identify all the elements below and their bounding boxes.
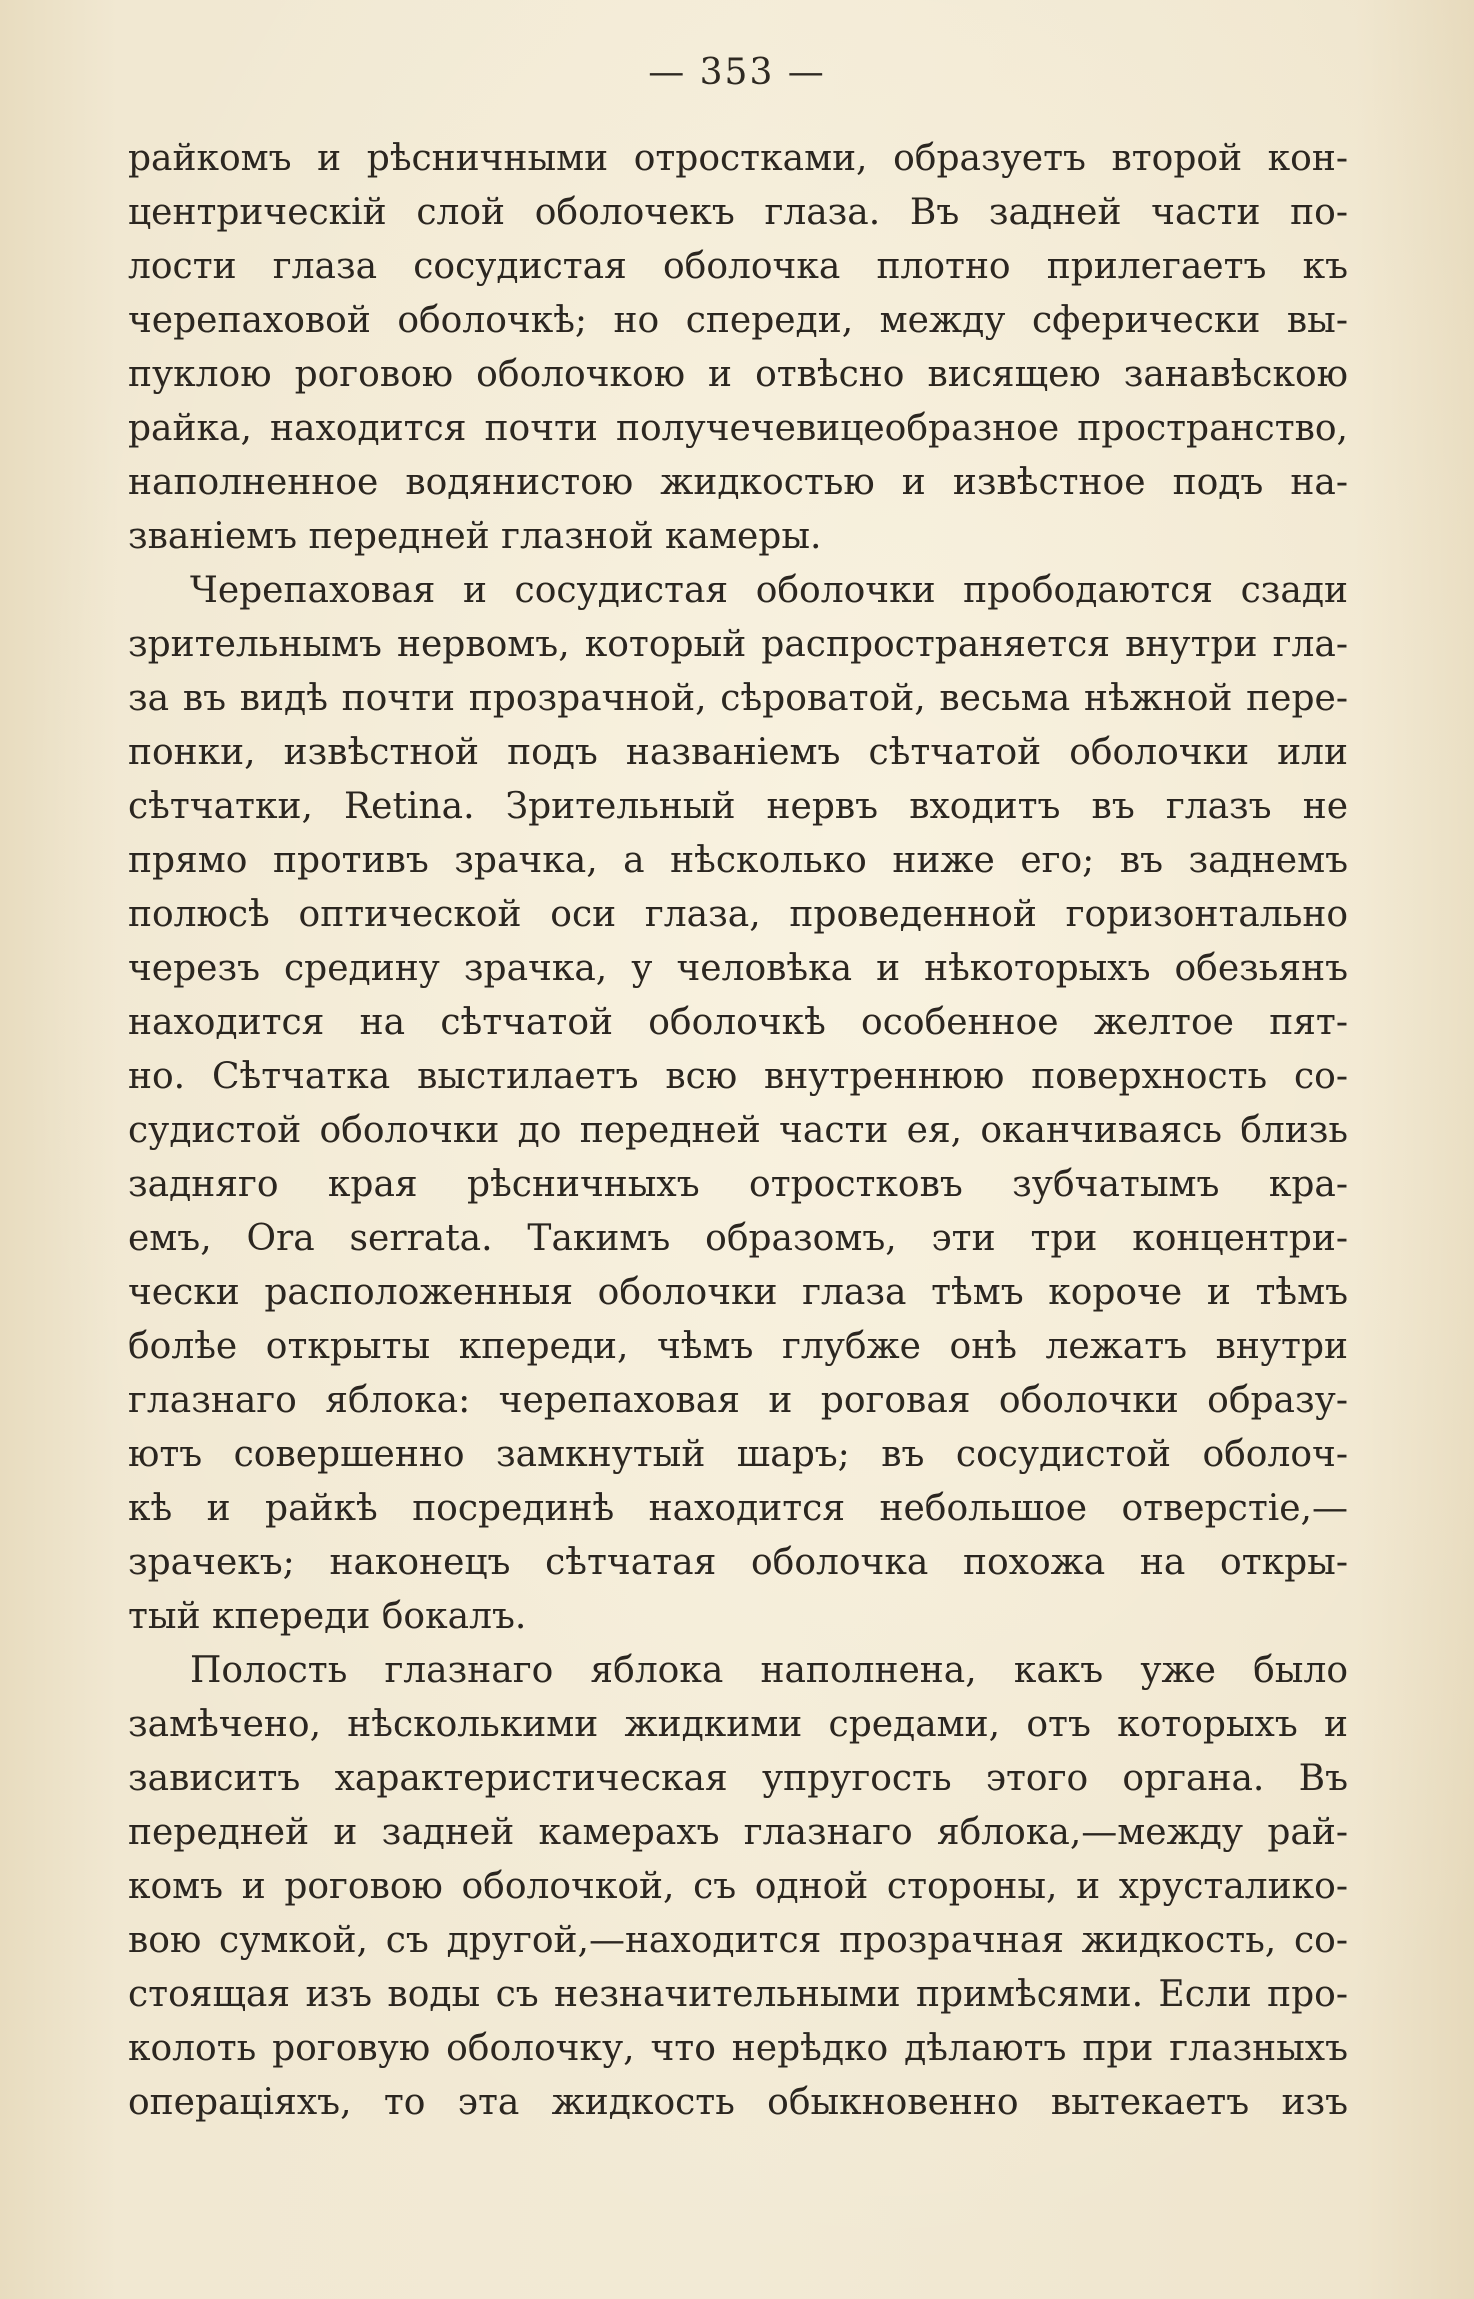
text-line: райкомъ и рѣсничными отростками, образуетъ второй кон- [128,138,1348,179]
paragraph [128,564,1348,1644]
text-line: вою сумкой, съ другой,—находится прозрачная жидкость, со- [128,1920,1348,1961]
text-line: болѣе открыты кпереди, чѣмъ глубже онѣ лежатъ внутри [128,1326,1348,1367]
text-line: черезъ средину зрачка, у человѣка и нѣкоторыхъ обезьянъ [128,948,1348,989]
text-line: глазнаго яблока: черепаховая и роговая оболочки образу- [128,1380,1348,1421]
text-line: Полость глазнаго яблока наполнена, какъ уже было [190,1650,1348,1691]
text-line: судистой оболочки до передней части ея, оканчиваясь близь [128,1110,1348,1151]
text-line: комъ и роговою оболочкой, съ одной стороны, и хрусталико- [128,1866,1348,1907]
text-line: центрическій слой оболочекъ глаза. Въ задней части по- [128,192,1348,233]
text-line: наполненное водянистою жидкостью и извѣстное подъ на- [128,462,1348,503]
body-text [128,132,1348,2130]
text-line: емъ, Ora serrata. Такимъ образомъ, эти три концентри- [128,1218,1348,1259]
text-line: званіемъ передней глазной камеры. [128,516,822,557]
text-line: но. Сѣтчатка выстилаетъ всю внутреннюю поверхность со- [128,1056,1348,1097]
page-number: — 353 — [648,52,826,93]
text-line: понки, извѣстной подъ названіемъ сѣтчатой оболочки или [128,732,1348,773]
text-line: Черепаховая и сосудистая оболочки прободаются сзади [190,570,1348,611]
paragraph [128,1644,1348,2130]
text-line: лости глаза сосудистая оболочка плотно прилегаетъ къ [128,246,1348,287]
text-line: райка, находится почти получечевицеобразное пространство, [128,408,1348,449]
text-line: операціяхъ, то эта жидкость обыкновенно вытекаетъ изъ [128,2082,1348,2123]
text-line: стоящая изъ воды съ незначительными примѣсями. Если про- [128,1974,1348,2015]
text-line: зависитъ характеристическая упругость этого органа. Въ [128,1758,1348,1799]
text-line: кѣ и райкѣ посрединѣ находится небольшое отверстіе,— [128,1488,1348,1529]
text-line: за въ видѣ почти прозрачной, сѣроватой, весьма нѣжной пере- [128,678,1348,719]
text-line: чески расположенныя оболочки глаза тѣмъ короче и тѣмъ [128,1272,1348,1313]
text-line: колоть роговую оболочку, что нерѣдко дѣлаютъ при глазныхъ [128,2028,1348,2069]
text-line: находится на сѣтчатой оболочкѣ особенное желтое пят- [128,1002,1348,1043]
text-line: зрительнымъ нервомъ, который распространяется внутри гла- [128,624,1348,665]
text-line: зрачекъ; наконецъ сѣтчатая оболочка похожа на откры- [128,1542,1348,1583]
text-line: черепаховой оболочкѣ; но спереди, между сферически вы- [128,300,1348,341]
text-line: передней и задней камерахъ глазнаго яблока,—между рай- [128,1812,1348,1853]
text-line: ютъ совершенно замкнутый шаръ; въ сосудистой оболоч- [128,1434,1348,1475]
text-line: прямо противъ зрачка, а нѣсколько ниже его; въ заднемъ [128,840,1348,881]
text-line: замѣчено, нѣсколькими жидкими средами, отъ которыхъ и [128,1704,1348,1745]
text-line: задняго края рѣсничныхъ отростковъ зубчатымъ кра- [128,1164,1348,1205]
text-line: пуклою роговою оболочкою и отвѣсно висящею занавѣскою [128,354,1348,395]
text-line: сѣтчатки, Retina. Зрительный нервъ входитъ въ глазъ не [128,786,1348,827]
text-line: полюсѣ оптической оси глаза, проведенной горизонтально [128,894,1348,935]
paragraph [128,132,1348,564]
text-line: тый кпереди бокалъ. [128,1596,527,1637]
